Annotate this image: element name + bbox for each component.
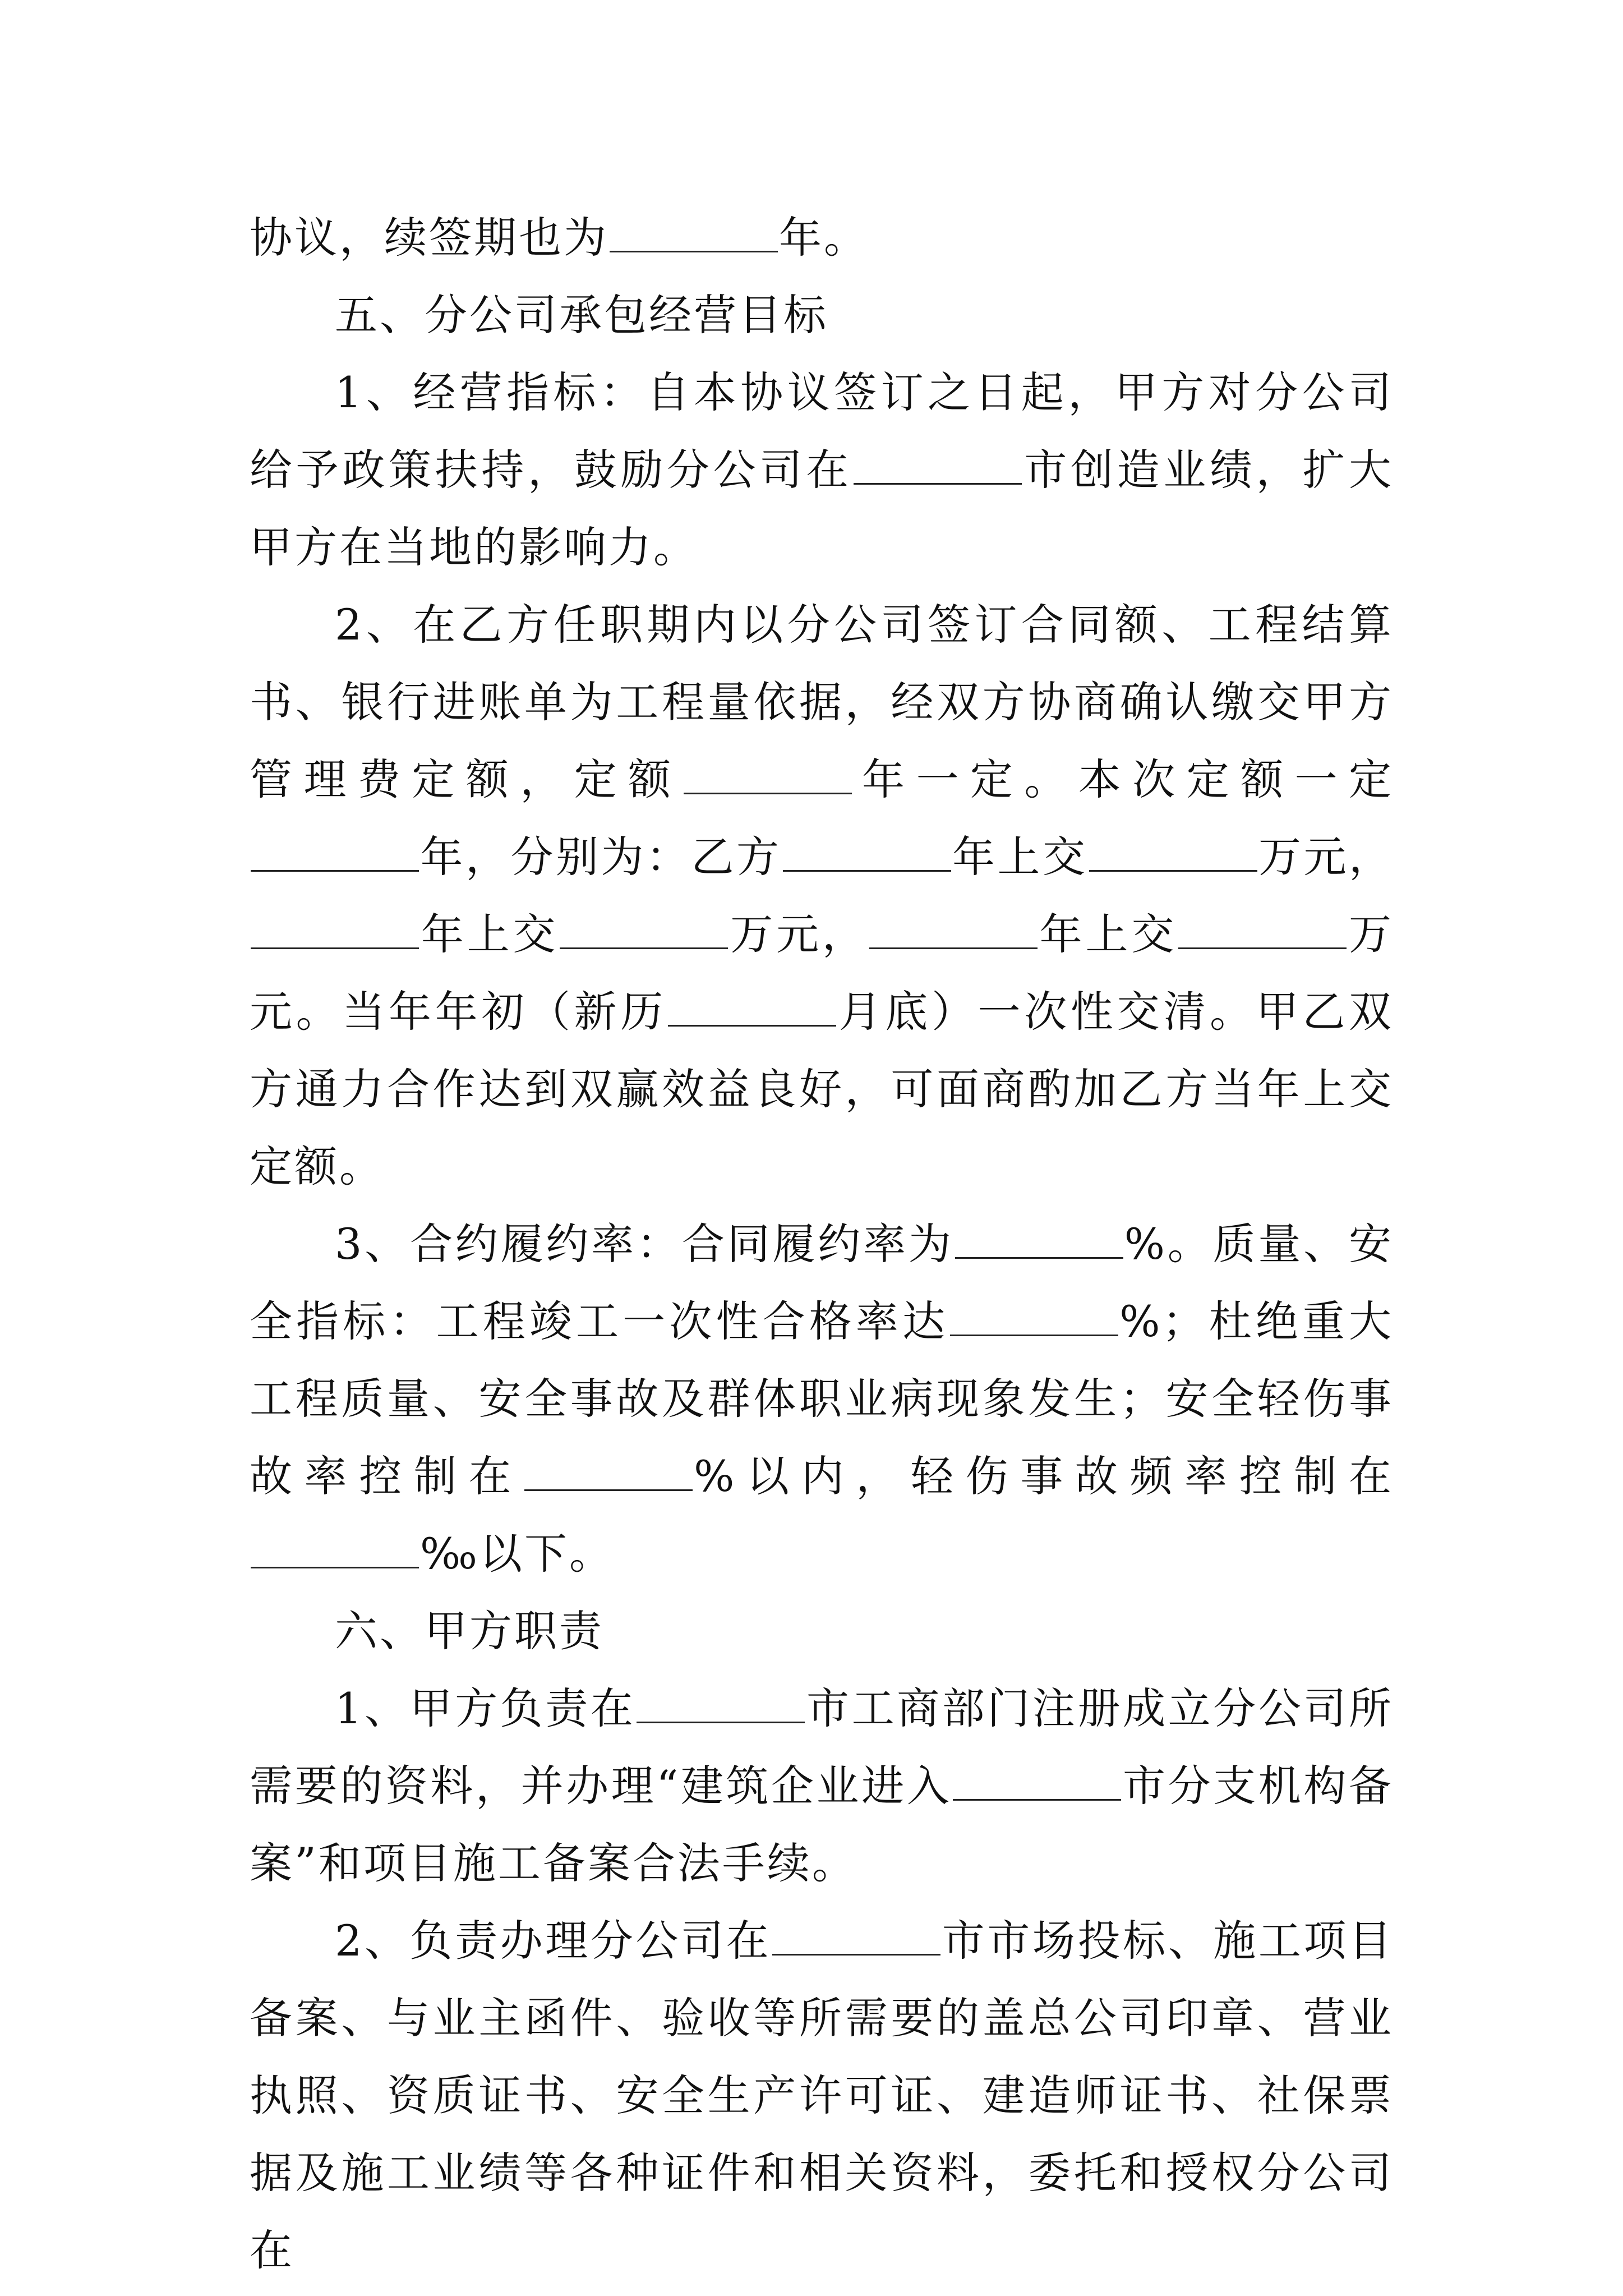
fill-in-blank: [251, 836, 419, 872]
paragraph-text: 年，分别为：乙方: [420, 832, 782, 882]
paragraph-text: 万元，: [1258, 832, 1394, 882]
fill-in-blank: [251, 914, 419, 949]
fill-in-blank: [955, 1223, 1123, 1259]
paragraph-text: 协议，续签期也为: [250, 213, 608, 263]
paragraph-text: 市市场投标、施工项目备案、与业主函件、验收等所需要的盖总公司印章、营业执照、资质证书、安全生产许可证、建造师证书、社保票据及施工业绩等各种证件和相关资料，委托和授权分公司在: [250, 1916, 1394, 2275]
paragraph-text: 五、分公司承包经营目标: [335, 290, 828, 340]
fill-in-blank: [668, 991, 836, 1027]
fill-in-blank: [869, 914, 1038, 949]
fill-in-blank: [854, 449, 1022, 485]
paragraph-text: %；杜绝重大工程质量、安全事故及群体职业病现象发生；安全轻伤事故率控制在: [250, 1296, 1394, 1501]
paragraph-text: 2、在乙方任职期内以分公司签订合同额、工程结算书、银行进账单为工程量依据，经双方协商确认缴交甲方管理费定额，定额: [250, 600, 1394, 804]
paragraph-text: 年。: [779, 213, 869, 263]
paragraph-text: 月底）一次性交清。甲乙双方通力合作达到双赢效益良好，可面商酌加乙方当年上交定额。: [250, 987, 1394, 1191]
paragraph-text: %以内，轻伤事故频率控制在: [694, 1451, 1394, 1501]
paragraph: [250, 1670, 1394, 1902]
paragraph-text: %。质量、安全指标：工程竣工一次性合格率达: [250, 1219, 1394, 1346]
section-heading: [250, 1593, 1394, 1670]
paragraph-text: 万元。当年年初（新历: [250, 909, 1394, 1037]
fill-in-blank: [524, 1456, 693, 1491]
paragraph-text: 万元，: [729, 909, 868, 959]
paragraph-text: 1、经营指标：自本协议签订之日起，甲方对分公司给予政策扶持，鼓励分公司在: [250, 367, 1394, 495]
fill-in-blank: [560, 914, 728, 949]
section-heading: [250, 277, 1394, 354]
paragraph: [250, 1902, 1394, 2289]
paragraph-text: 年一定。本次定额一定: [852, 754, 1394, 804]
paragraph-text: 3、合约履约率：合同履约率为: [335, 1219, 954, 1269]
fill-in-blank: [1178, 914, 1347, 949]
paragraph-text: 市创造业绩，扩大甲方在当地的影响力。: [250, 445, 1394, 572]
paragraph-text: 市工商部门注册成立分公司所需要的资料，并办理“建筑企业进入: [250, 1683, 1394, 1811]
paragraph: [250, 586, 1394, 1205]
paragraph-text: ‰以下。: [420, 1529, 614, 1579]
paragraph: [250, 199, 1394, 277]
paragraph-text: 年上交: [1038, 909, 1178, 959]
paragraph-text: 2、负责办理分公司在: [335, 1916, 772, 1966]
fill-in-blank: [1089, 836, 1257, 872]
paragraph: [250, 354, 1394, 586]
fill-in-blank: [950, 1301, 1118, 1336]
fill-in-blank: [251, 1533, 419, 1568]
paragraph-text: 六、甲方职责: [335, 1606, 604, 1656]
fill-in-blank: [953, 1765, 1121, 1801]
fill-in-blank: [637, 1688, 805, 1723]
fill-in-blank: [783, 836, 951, 872]
fill-in-blank: [684, 759, 852, 794]
paragraph-text: 市分支机构备案”和项目施工备案合法手续。: [250, 1761, 1394, 1888]
paragraph: [250, 1205, 1394, 1593]
document-body: [250, 199, 1394, 2289]
paragraph-text: 1、甲方负责在: [335, 1683, 636, 1733]
fill-in-blank: [610, 217, 778, 252]
paragraph-text: 年上交: [952, 832, 1088, 882]
fill-in-blank: [772, 1920, 940, 1955]
paragraph-text: 年上交: [420, 909, 559, 959]
